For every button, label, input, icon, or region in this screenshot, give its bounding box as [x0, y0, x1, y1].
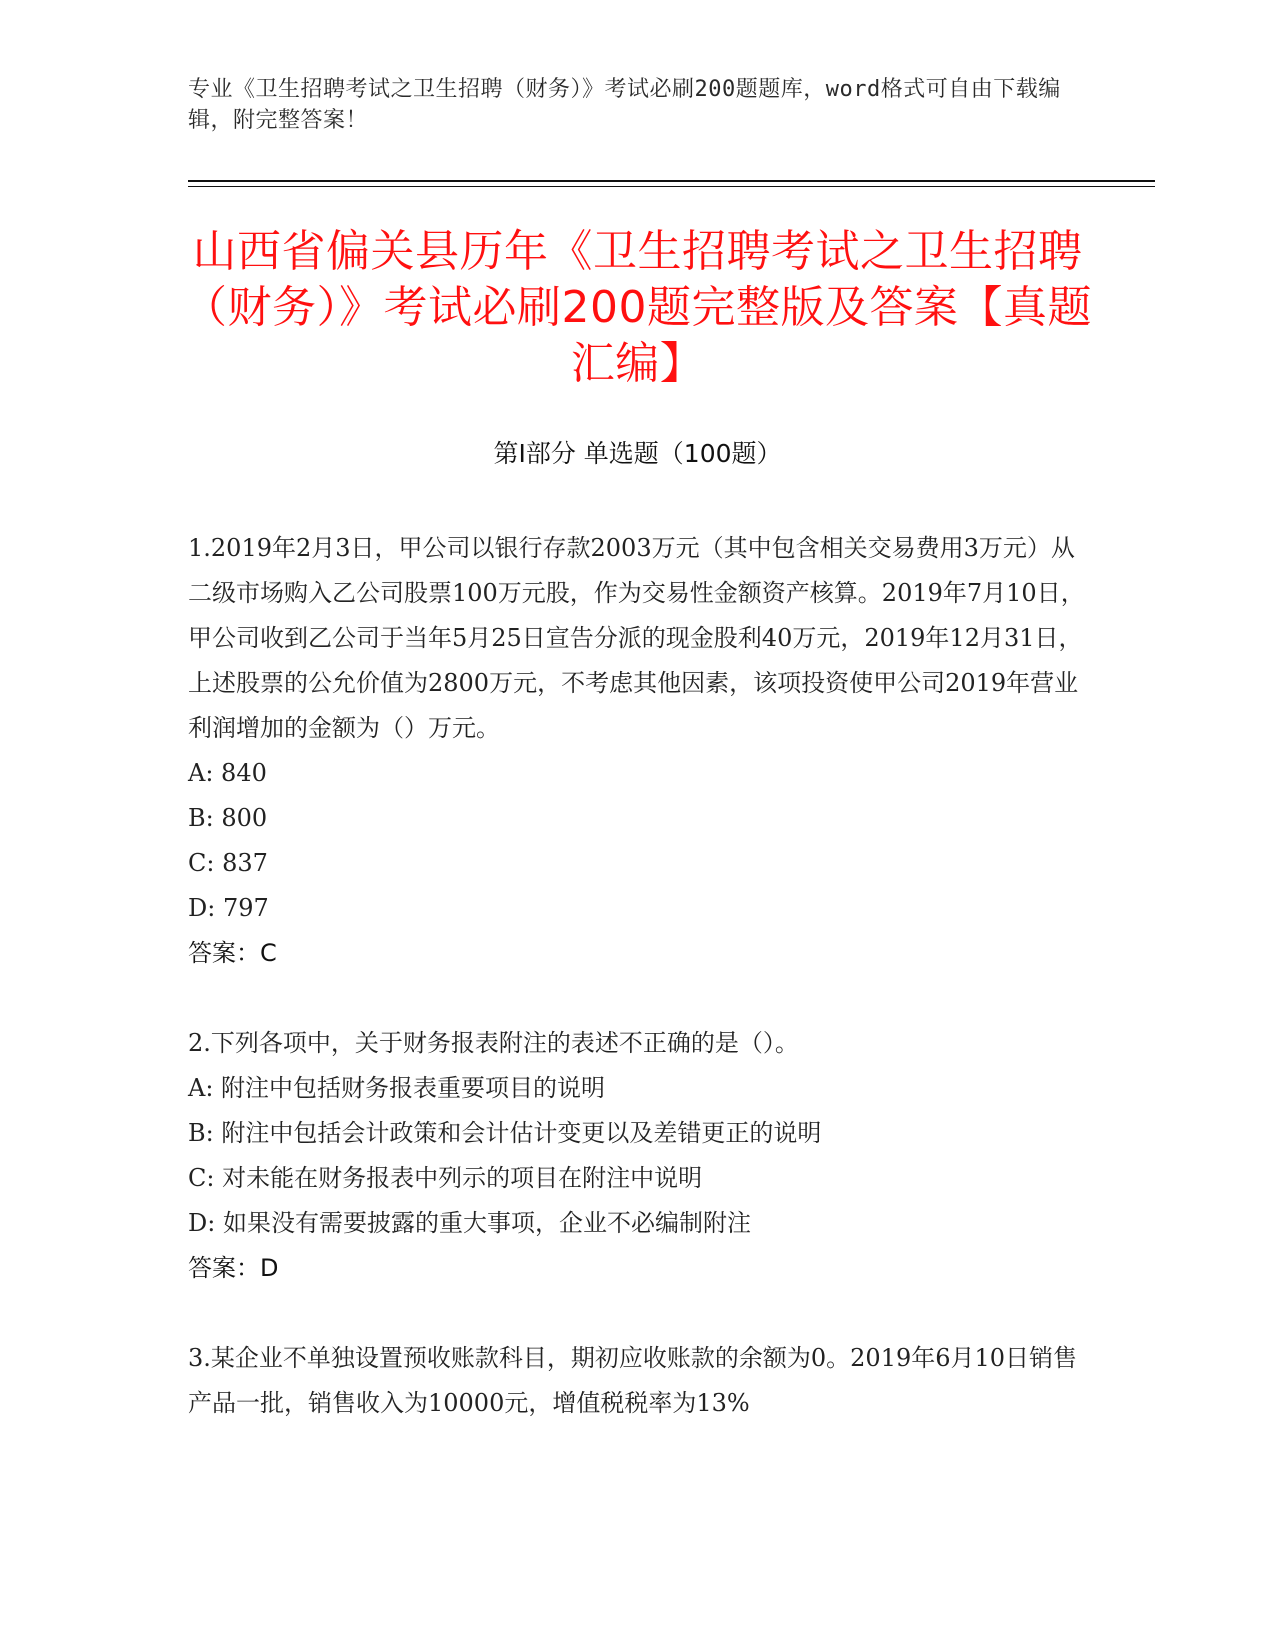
- header-rule-thick: [188, 180, 1155, 182]
- section-heading: 第Ⅰ部分 单选题（100题）: [493, 439, 782, 468]
- question-3: [188, 1336, 1088, 1426]
- question-list: [188, 526, 1088, 1426]
- question-2: [188, 1021, 1088, 1291]
- answer: 答案：D: [188, 1254, 279, 1282]
- question-gap: [188, 976, 1088, 1021]
- question-stem: 3.某企业不单独设置预收账款科目，期初应收账款的余额为0。2019年6月10日销售产品一批，销售收入为10000元，增值税税率为13%: [188, 1344, 1078, 1417]
- option-a: A: 840: [188, 759, 267, 787]
- option-d: D: 如果没有需要披露的重大事项，企业不必编制附注: [188, 1209, 751, 1237]
- option-d: D: 797: [188, 894, 269, 922]
- option-a: A: 附注中包括财务报表重要项目的说明: [188, 1074, 606, 1102]
- option-c: C: 837: [188, 849, 268, 877]
- document-title: 山西省偏关县历年《卫生招聘考试之卫生招聘（财务）》考试必刷200题完整版及答案【真题汇编】: [183, 226, 1092, 389]
- question-stem: 2.下列各项中，关于财务报表附注的表述不正确的是（）。: [188, 1029, 799, 1057]
- header-rule-thin: [188, 186, 1155, 187]
- question-1: [188, 526, 1088, 976]
- answer: 答案：C: [188, 939, 277, 967]
- header-note: 专业《卫生招聘考试之卫生招聘（财务）》考试必刷200题题库，word格式可自由下载编辑，附完整答案！: [188, 77, 1061, 133]
- option-c: C: 对未能在财务报表中列示的项目在附注中说明: [188, 1164, 703, 1192]
- question-stem: 1.2019年2月3日，甲公司以银行存款2003万元（其中包含相关交易费用3万元）从二级市场购入乙公司股票100万元股，作为交易性金额资产核算。2019年7月10日，甲公司收到乙公司于当年5月25日宣告分派的现金股利40万元，2019年12月31日，上述股票的公允价值为2800万元，不考虑其他因素，该项投资使甲公司2019年营业利润增加的金额为（）万元。: [188, 534, 1085, 742]
- option-b: B: 附注中包括会计政策和会计估计变更以及差错更正的说明: [188, 1119, 822, 1147]
- question-gap: [188, 1291, 1088, 1336]
- option-b: B: 800: [188, 804, 268, 832]
